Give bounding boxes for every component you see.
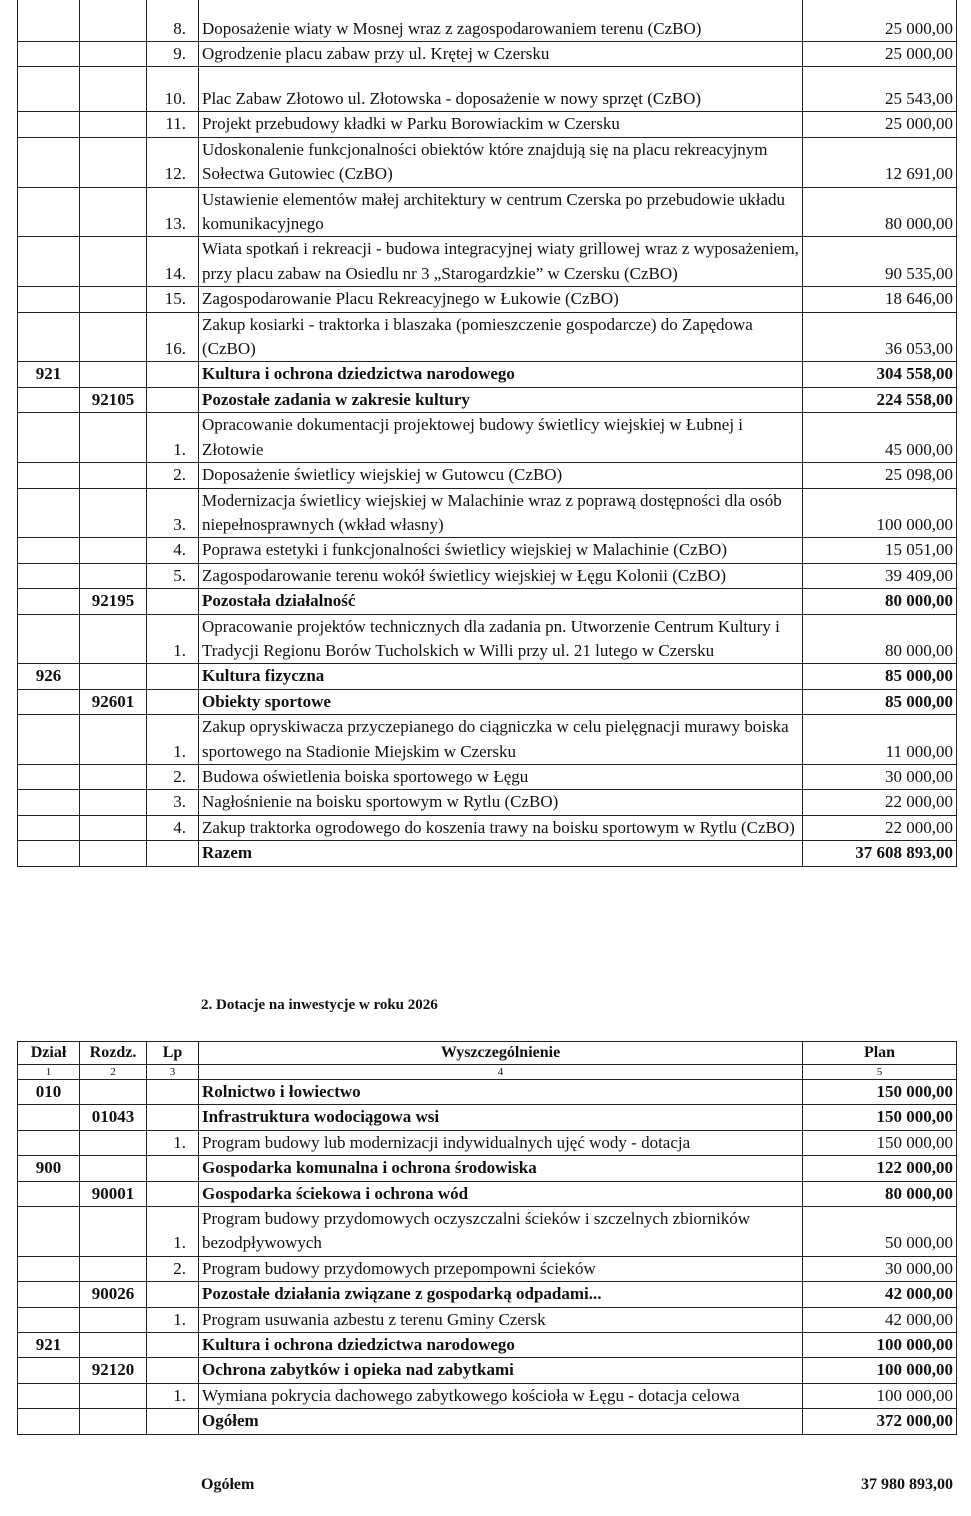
plan-cell: 90 535,00 (803, 237, 957, 287)
plan-cell: 100 000,00 (803, 1383, 957, 1408)
dzial-cell (18, 463, 80, 488)
table-row (18, 1383, 957, 1408)
header-plan: Plan (803, 1042, 957, 1065)
plan-cell: 80 000,00 (803, 614, 957, 664)
dzial-cell (18, 488, 80, 538)
dzial-cell: 926 (18, 664, 80, 689)
rozdz-cell: 90026 (80, 1282, 147, 1307)
plan-cell: 42 000,00 (803, 1307, 957, 1332)
dzial-cell (18, 764, 80, 789)
rozdz-cell (80, 0, 147, 42)
dzial-cell (18, 67, 80, 112)
lp-cell (147, 1358, 199, 1383)
table-row (18, 1105, 957, 1130)
table-row (18, 488, 957, 538)
plan-cell: 11 000,00 (803, 715, 957, 765)
table-row (18, 614, 957, 664)
table-row (18, 1080, 957, 1105)
rozdz-cell (80, 312, 147, 362)
plan-cell: 45 000,00 (803, 413, 957, 463)
description-cell: Doposażenie wiaty w Mosnej wraz z zagospodarowaniem terenu (CzBO) (199, 0, 803, 42)
header-desc: Wyszczególnienie (199, 1042, 803, 1065)
rozdz-cell (80, 1409, 147, 1434)
rozdz-cell (80, 1130, 147, 1155)
table-row (18, 689, 957, 714)
table-row (18, 287, 957, 312)
plan-cell: 224 558,00 (803, 387, 957, 412)
table-row (18, 312, 957, 362)
plan-cell: 80 000,00 (803, 187, 957, 237)
colnum-4: 4 (199, 1065, 803, 1080)
lp-cell: 1. (147, 614, 199, 664)
rozdz-cell (80, 362, 147, 387)
rozdz-cell (80, 715, 147, 765)
table-row (18, 0, 957, 42)
table-row (18, 42, 957, 67)
dzial-cell (18, 413, 80, 463)
description-cell: Infrastruktura wodociągowa wsi (199, 1105, 803, 1130)
plan-cell: 85 000,00 (803, 689, 957, 714)
description-cell: Program budowy lub modernizacji indywidualnych ujęć wody - dotacja (199, 1130, 803, 1155)
rozdz-cell: 01043 (80, 1105, 147, 1130)
description-cell: Program budowy przydomowych przepompowni ścieków (199, 1256, 803, 1281)
description-cell: Program budowy przydomowych oczyszczalni ścieków i szczelnych zbiorników bezodpływowych (199, 1207, 803, 1257)
lp-cell (147, 362, 199, 387)
plan-cell: 18 646,00 (803, 287, 957, 312)
description-cell: Ogrodzenie placu zabaw przy ul. Krętej w Czersku (199, 42, 803, 67)
header-lp: Lp (147, 1042, 199, 1065)
description-cell: Zagospodarowanie terenu wokół świetlicy wiejskiej w Łęgu Kolonii (CzBO) (199, 563, 803, 588)
rozdz-cell (80, 1207, 147, 1257)
lp-cell (147, 1181, 199, 1206)
dzial-cell (18, 538, 80, 563)
rozdz-cell (80, 563, 147, 588)
dzial-cell (18, 841, 80, 866)
plan-cell: 22 000,00 (803, 815, 957, 840)
lp-cell: 4. (147, 538, 199, 563)
table-row (18, 1156, 957, 1181)
plan-cell: 122 000,00 (803, 1156, 957, 1181)
table-row (18, 237, 957, 287)
rozdz-cell: 92105 (80, 387, 147, 412)
table-row (18, 1256, 957, 1281)
rozdz-cell: 92195 (80, 589, 147, 614)
table-row (18, 362, 957, 387)
dzial-cell (18, 614, 80, 664)
table-row (18, 1409, 957, 1434)
rozdz-cell (80, 1256, 147, 1281)
description-cell: Gospodarka ściekowa i ochrona wód (199, 1181, 803, 1206)
table-row (18, 764, 957, 789)
dzial-cell (18, 589, 80, 614)
dzial-cell (18, 0, 80, 42)
plan-cell: 150 000,00 (803, 1105, 957, 1130)
lp-cell (147, 841, 199, 866)
dzial-cell (18, 137, 80, 187)
lp-cell: 1. (147, 1383, 199, 1408)
description-cell: Zakup traktorka ogrodowego do koszenia trawy na boisku sportowym w Rytlu (CzBO) (199, 815, 803, 840)
rozdz-cell (80, 67, 147, 112)
rozdz-cell (80, 112, 147, 137)
plan-cell: 15 051,00 (803, 538, 957, 563)
dzial-cell (18, 1105, 80, 1130)
table-row (18, 563, 957, 588)
table-row (18, 1333, 957, 1358)
rozdz-cell (80, 488, 147, 538)
lp-cell (147, 664, 199, 689)
table-row (18, 137, 957, 187)
rozdz-cell (80, 463, 147, 488)
lp-cell: 2. (147, 1256, 199, 1281)
lp-cell: 1. (147, 1130, 199, 1155)
rozdz-cell: 92601 (80, 689, 147, 714)
rozdz-cell (80, 614, 147, 664)
plan-cell: 372 000,00 (803, 1409, 957, 1434)
table-row (18, 538, 957, 563)
table-row (18, 1282, 957, 1307)
rozdz-cell (80, 841, 147, 866)
dzial-cell (18, 715, 80, 765)
rozdz-cell (80, 538, 147, 563)
table-row (18, 187, 957, 237)
dzial-cell (18, 689, 80, 714)
table-row (18, 1181, 957, 1206)
dzial-cell (18, 387, 80, 412)
grants-table (17, 1041, 957, 1435)
investment-table-continued (17, 0, 957, 867)
lp-cell: 2. (147, 463, 199, 488)
dzial-cell: 921 (18, 362, 80, 387)
description-cell: Kultura fizyczna (199, 664, 803, 689)
description-cell: Razem (199, 841, 803, 866)
lp-cell: 2. (147, 764, 199, 789)
description-cell: Projekt przebudowy kładki w Parku Borowiackim w Czersku (199, 112, 803, 137)
plan-cell: 25 000,00 (803, 0, 957, 42)
lp-cell: 15. (147, 287, 199, 312)
dzial-cell: 010 (18, 1080, 80, 1105)
lp-cell: 5. (147, 563, 199, 588)
dzial-cell (18, 312, 80, 362)
dzial-cell (18, 237, 80, 287)
table-row (18, 841, 957, 866)
description-cell: Kultura i ochrona dziedzictwa narodowego (199, 1333, 803, 1358)
header-dzial: Dział (18, 1042, 80, 1065)
description-cell: Plac Zabaw Złotowo ul. Złotowska - doposażenie w nowy sprzęt (CzBO) (199, 67, 803, 112)
table-row (18, 112, 957, 137)
description-cell: Pozostałe działania związane z gospodarką odpadami... (199, 1282, 803, 1307)
lp-cell: 1. (147, 1207, 199, 1257)
table-row (18, 815, 957, 840)
description-cell: Opracowanie dokumentacji projektowej budowy świetlicy wiejskiej w Łubnej i Złotowie (199, 413, 803, 463)
description-cell: Nagłośnienie na boisku sportowym w Rytlu (CzBO) (199, 790, 803, 815)
rozdz-cell (80, 1307, 147, 1332)
plan-cell: 25 000,00 (803, 42, 957, 67)
dzial-cell (18, 1383, 80, 1408)
rozdz-cell: 92120 (80, 1358, 147, 1383)
rozdz-cell (80, 1383, 147, 1408)
lp-cell (147, 1409, 199, 1434)
dzial-cell (18, 1130, 80, 1155)
dzial-cell (18, 1207, 80, 1257)
dzial-cell (18, 1282, 80, 1307)
description-cell: Wymiana pokrycia dachowego zabytkowego kościoła w Łęgu - dotacja celowa (199, 1383, 803, 1408)
lp-cell (147, 1156, 199, 1181)
rozdz-cell (80, 187, 147, 237)
lp-cell: 12. (147, 137, 199, 187)
rozdz-cell (80, 815, 147, 840)
description-cell: Ustawienie elementów małej architektury w centrum Czerska po przebudowie układu komunikacyjnego (199, 187, 803, 237)
header-row (18, 1042, 957, 1065)
colnum-1: 1 (18, 1065, 80, 1080)
colnum-3: 3 (147, 1065, 199, 1080)
dzial-cell (18, 42, 80, 67)
description-cell: Pozostałe zadania w zakresie kultury (199, 387, 803, 412)
rozdz-cell (80, 42, 147, 67)
table-row (18, 1307, 957, 1332)
lp-cell: 1. (147, 1307, 199, 1332)
dzial-cell (18, 112, 80, 137)
description-cell: Budowa oświetlenia boiska sportowego w Łęgu (199, 764, 803, 789)
description-cell: Gospodarka komunalna i ochrona środowiska (199, 1156, 803, 1181)
rozdz-cell (80, 413, 147, 463)
description-cell: Poprawa estetyki i funkcjonalności świetlicy wiejskiej w Malachinie (CzBO) (199, 538, 803, 563)
dzial-cell (18, 1409, 80, 1434)
dzial-cell: 921 (18, 1333, 80, 1358)
lp-cell (147, 689, 199, 714)
rozdz-cell (80, 664, 147, 689)
description-cell: Obiekty sportowe (199, 689, 803, 714)
description-cell: Kultura i ochrona dziedzictwa narodowego (199, 362, 803, 387)
lp-cell: 11. (147, 112, 199, 137)
dzial-cell: 900 (18, 1156, 80, 1181)
plan-cell: 50 000,00 (803, 1207, 957, 1257)
colnum-2: 2 (80, 1065, 147, 1080)
grand-total-label: Ogółem (201, 1476, 255, 1493)
plan-cell: 100 000,00 (803, 1333, 957, 1358)
table-row (18, 664, 957, 689)
plan-cell: 100 000,00 (803, 1358, 957, 1383)
lp-cell (147, 589, 199, 614)
description-cell: Zakup opryskiwacza przyczepianego do ciągniczka w celu pielęgnacji murawy boiska sportowego na Stadionie Miejskim w Czersku (199, 715, 803, 765)
description-cell: Udoskonalenie funkcjonalności obiektów które znajdują się na placu rekreacyjnym Sołectwa Gutowiec (CzBO) (199, 137, 803, 187)
description-cell: Zakup kosiarki - traktorka i blaszaka (pomieszczenie gospodarcze) do Zapędowa (CzBO) (199, 312, 803, 362)
table-row (18, 1358, 957, 1383)
lp-cell: 1. (147, 413, 199, 463)
plan-cell: 100 000,00 (803, 488, 957, 538)
plan-cell: 36 053,00 (803, 312, 957, 362)
plan-cell: 30 000,00 (803, 1256, 957, 1281)
dzial-cell (18, 815, 80, 840)
dzial-cell (18, 1181, 80, 1206)
plan-cell: 22 000,00 (803, 790, 957, 815)
description-cell: Pozostała działalność (199, 589, 803, 614)
dzial-cell (18, 1358, 80, 1383)
plan-cell: 150 000,00 (803, 1130, 957, 1155)
rozdz-cell (80, 790, 147, 815)
dzial-cell (18, 1256, 80, 1281)
rozdz-cell (80, 137, 147, 187)
dzial-cell (18, 790, 80, 815)
lp-cell: 10. (147, 67, 199, 112)
table-row (18, 413, 957, 463)
lp-cell: 9. (147, 42, 199, 67)
lp-cell (147, 1282, 199, 1307)
rozdz-cell (80, 1080, 147, 1105)
description-cell: Ogółem (199, 1409, 803, 1434)
rozdz-cell (80, 1156, 147, 1181)
lp-cell: 3. (147, 488, 199, 538)
description-cell: Doposażenie świetlicy wiejskiej w Gutowcu (CzBO) (199, 463, 803, 488)
lp-cell (147, 1105, 199, 1130)
plan-cell: 150 000,00 (803, 1080, 957, 1105)
lp-cell (147, 387, 199, 412)
plan-cell: 304 558,00 (803, 362, 957, 387)
description-cell: Rolnictwo i łowiectwo (199, 1080, 803, 1105)
rozdz-cell: 90001 (80, 1181, 147, 1206)
plan-cell: 25 098,00 (803, 463, 957, 488)
table-row (18, 589, 957, 614)
header-rozdz: Rozdz. (80, 1042, 147, 1065)
section-title: 2. Dotacje na inwestycje w roku 2026 (201, 997, 438, 1013)
rozdz-cell (80, 287, 147, 312)
grand-total-value: 37 980 893,00 (861, 1476, 953, 1493)
dzial-cell (18, 563, 80, 588)
rozdz-cell (80, 237, 147, 287)
dzial-cell (18, 287, 80, 312)
colnum-5: 5 (803, 1065, 957, 1080)
plan-cell: 30 000,00 (803, 764, 957, 789)
column-number-row (18, 1065, 957, 1080)
table-row (18, 67, 957, 112)
lp-cell: 8. (147, 0, 199, 42)
table-row (18, 1207, 957, 1257)
table-row (18, 387, 957, 412)
lp-cell: 13. (147, 187, 199, 237)
table-row (18, 790, 957, 815)
plan-cell: 12 691,00 (803, 137, 957, 187)
plan-cell: 37 608 893,00 (803, 841, 957, 866)
dzial-cell (18, 187, 80, 237)
lp-cell (147, 1080, 199, 1105)
plan-cell: 25 543,00 (803, 67, 957, 112)
dzial-cell (18, 1307, 80, 1332)
lp-cell (147, 1333, 199, 1358)
table-row (18, 463, 957, 488)
lp-cell: 14. (147, 237, 199, 287)
description-cell: Wiata spotkań i rekreacji - budowa integracyjnej wiaty grillowej wraz z wyposażeniem, przy placu zabaw na Osiedlu nr 3 „Starogardzkie” w Czersku (CzBO) (199, 237, 803, 287)
description-cell: Zagospodarowanie Placu Rekreacyjnego w Łukowie (CzBO) (199, 287, 803, 312)
plan-cell: 80 000,00 (803, 1181, 957, 1206)
lp-cell: 16. (147, 312, 199, 362)
plan-cell: 42 000,00 (803, 1282, 957, 1307)
lp-cell: 3. (147, 790, 199, 815)
description-cell: Opracowanie projektów technicznych dla zadania pn. Utworzenie Centrum Kultury i Tradycji Regionu Borów Tucholskich w Willi przy ul. 21 lutego w Czersku (199, 614, 803, 664)
rozdz-cell (80, 1333, 147, 1358)
table-row (18, 1130, 957, 1155)
plan-cell: 80 000,00 (803, 589, 957, 614)
description-cell: Ochrona zabytków i opieka nad zabytkami (199, 1358, 803, 1383)
description-cell: Program usuwania azbestu z terenu Gminy Czersk (199, 1307, 803, 1332)
plan-cell: 25 000,00 (803, 112, 957, 137)
rozdz-cell (80, 764, 147, 789)
table-row (18, 715, 957, 765)
description-cell: Modernizacja świetlicy wiejskiej w Malachinie wraz z poprawą dostępności dla osób niepełnosprawnych (wkład własny) (199, 488, 803, 538)
plan-cell: 85 000,00 (803, 664, 957, 689)
plan-cell: 39 409,00 (803, 563, 957, 588)
lp-cell: 1. (147, 715, 199, 765)
lp-cell: 4. (147, 815, 199, 840)
